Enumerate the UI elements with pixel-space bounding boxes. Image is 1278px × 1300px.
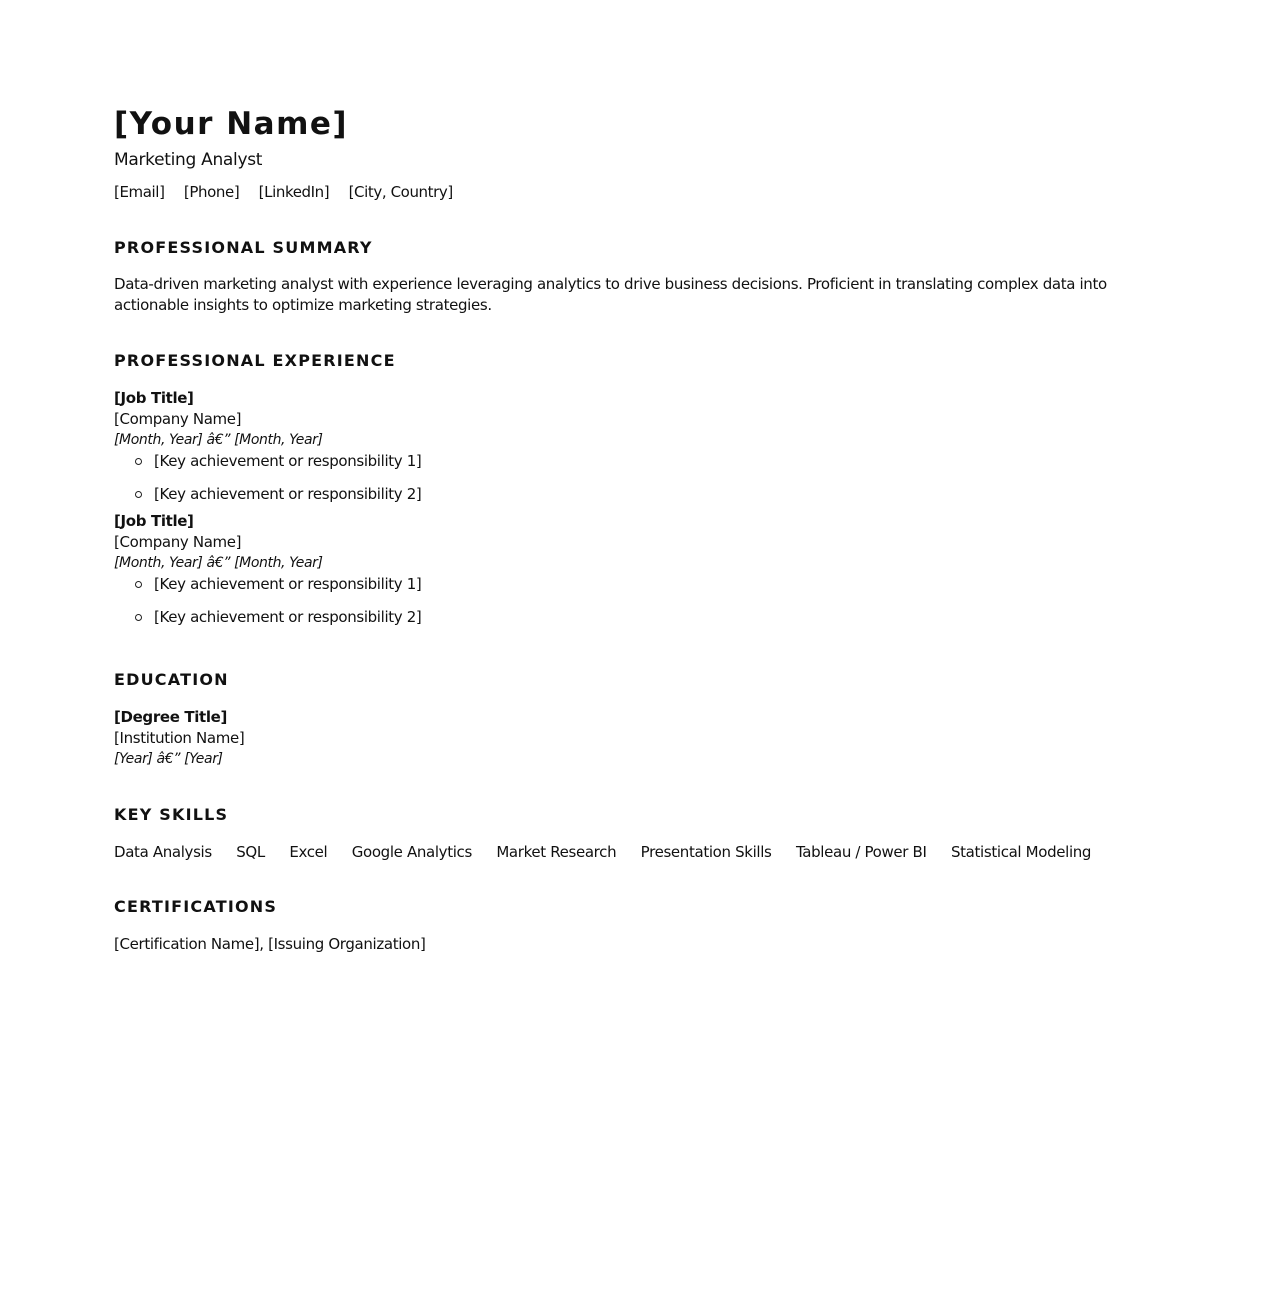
summary-text: Data-driven marketing analyst with experience leveraging analytics to drive business decisions. Proficient in translating complex data into actionable insights to optimize marketing strategies. — [114, 275, 1107, 314]
section-title: KEY SKILLS — [114, 805, 229, 824]
education-dates: [Year] â€” [Year] — [114, 751, 223, 767]
list-item: [Key achievement or responsibility 2] — [134, 607, 1174, 628]
candidate-role: Marketing Analyst — [114, 150, 263, 170]
skill-item: Presentation Skills — [640, 843, 772, 861]
contact-linkedin: [LinkedIn] — [258, 183, 330, 201]
contact-line — [114, 182, 1174, 202]
certification-entry: [Certification Name], [Issuing Organization] — [114, 935, 426, 953]
skills-section — [114, 805, 1174, 863]
achievements-list — [114, 574, 1174, 628]
job-entry — [114, 388, 1174, 505]
contact-email: [Email] — [114, 183, 165, 201]
list-item: [Key achievement or responsibility 2] — [134, 484, 1174, 505]
skill-item: SQL — [236, 843, 265, 861]
section-title: PROFESSIONAL EXPERIENCE — [114, 351, 396, 370]
achievements-list — [114, 451, 1174, 505]
skill-item: Excel — [289, 843, 328, 861]
job-entry — [114, 511, 1174, 628]
certifications-section — [114, 897, 1174, 955]
company-name: [Company Name] — [114, 410, 242, 428]
section-title: EDUCATION — [114, 670, 229, 689]
experience-section — [114, 351, 1174, 640]
resume-page — [114, 100, 1174, 953]
section-title: CERTIFICATIONS — [114, 897, 278, 916]
job-title: [Job Title] — [114, 512, 194, 530]
contact-location: [City, Country] — [348, 183, 453, 201]
company-name: [Company Name] — [114, 533, 242, 551]
candidate-name: [Your Name] — [114, 106, 349, 142]
job-dates: [Month, Year] â€” [Month, Year] — [114, 432, 323, 448]
skill-item: Statistical Modeling — [950, 843, 1092, 861]
skill-item: Data Analysis — [114, 843, 212, 861]
skill-item: Google Analytics — [351, 843, 472, 861]
job-dates: [Month, Year] â€” [Month, Year] — [114, 555, 323, 571]
section-title: PROFESSIONAL SUMMARY — [114, 238, 373, 257]
contact-phone: [Phone] — [183, 183, 240, 201]
degree-title: [Degree Title] — [114, 708, 227, 726]
skill-item: Market Research — [496, 843, 617, 861]
skill-item: Tableau / Power BI — [795, 843, 927, 861]
institution-name: [Institution Name] — [114, 729, 245, 747]
skills-list — [114, 842, 1174, 863]
list-item: [Key achievement or responsibility 1] — [134, 574, 1174, 595]
education-section — [114, 670, 1174, 770]
summary-section — [114, 238, 1174, 316]
resume-header — [114, 100, 1174, 202]
list-item: [Key achievement or responsibility 1] — [134, 451, 1174, 472]
job-title: [Job Title] — [114, 389, 194, 407]
